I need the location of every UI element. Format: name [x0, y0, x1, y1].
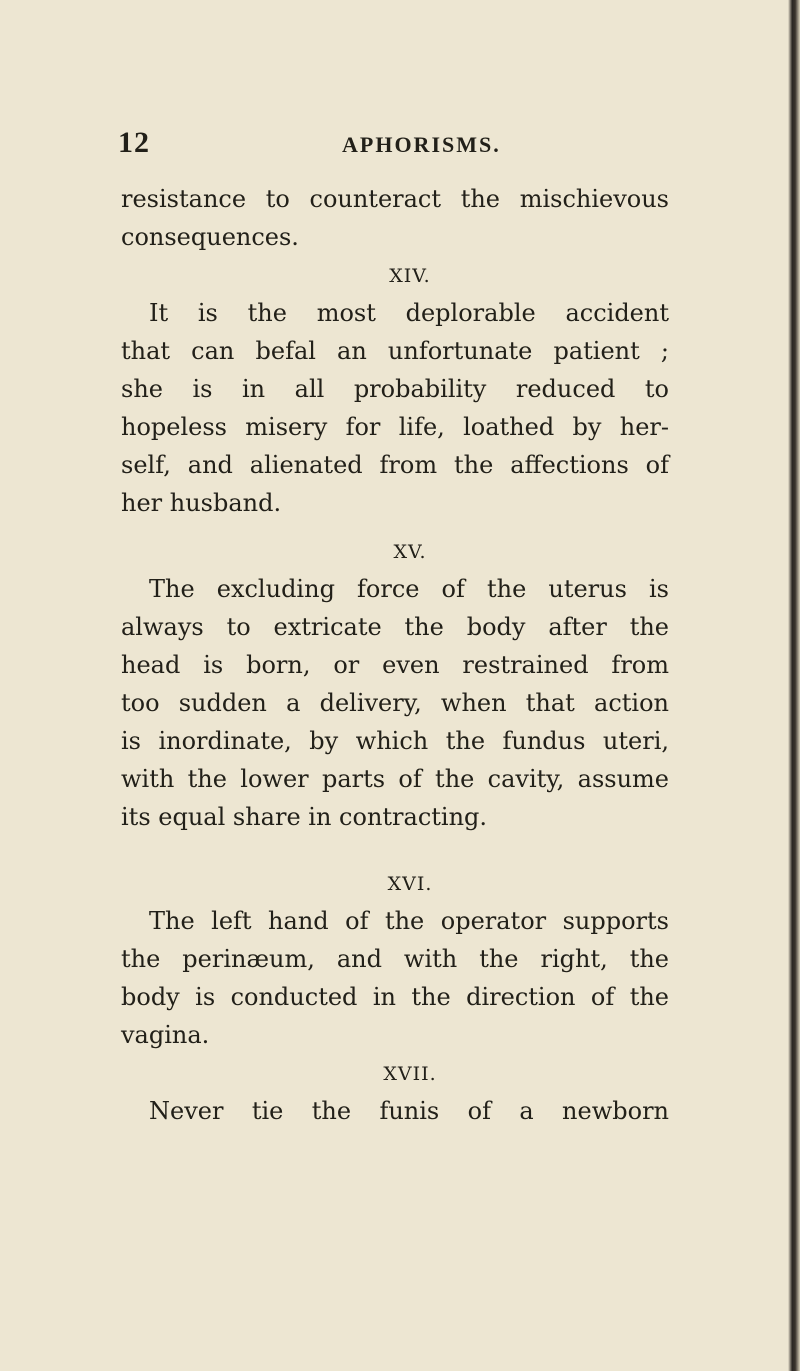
text-line: too sudden a delivery, when that action — [121, 689, 669, 717]
text-line: hopeless misery for life, loathed by her- — [121, 413, 669, 441]
text-line: that can befal an unfortunate patient ; — [121, 337, 669, 365]
text-line: head is born, or even restrained from — [121, 651, 669, 679]
text-line: with the lower parts of the cavity, assume — [121, 765, 669, 793]
text-line: she is in all probability reduced to — [121, 375, 669, 403]
text-line: its equal share in contracting. — [121, 803, 488, 831]
text-line: The left hand of the operator supports — [149, 907, 669, 935]
section-number: XV. — [393, 541, 427, 563]
section-number: XVI. — [387, 873, 433, 895]
text-line: is inordinate, by which the fundus uteri, — [121, 727, 669, 755]
section-number: XVII. — [383, 1063, 437, 1085]
running-head — [118, 126, 678, 166]
text-line: It is the most deplorable accident — [149, 299, 669, 327]
binding-edge — [788, 0, 800, 1371]
text-line: always to extricate the body after the — [121, 613, 669, 641]
text-line: resistance to counteract the mischievous — [121, 185, 669, 213]
text-line: body is conducted in the direction of the — [121, 983, 669, 1011]
page-number: 12 — [118, 126, 150, 159]
text-line: the perinæum, and with the right, the — [121, 945, 669, 973]
section-number: XIV. — [389, 265, 431, 287]
text-line: vagina. — [121, 1021, 210, 1049]
text-line: self, and alienated from the affections of — [121, 451, 669, 479]
body-text — [121, 180, 669, 1130]
text-line: consequences. — [121, 223, 299, 251]
text-line: Never tie the funis of a newborn — [149, 1097, 669, 1125]
text-line: The excluding force of the uterus is — [149, 575, 669, 603]
running-head-title: APHORISMS. — [342, 132, 501, 157]
text-line: her husband. — [121, 489, 282, 517]
